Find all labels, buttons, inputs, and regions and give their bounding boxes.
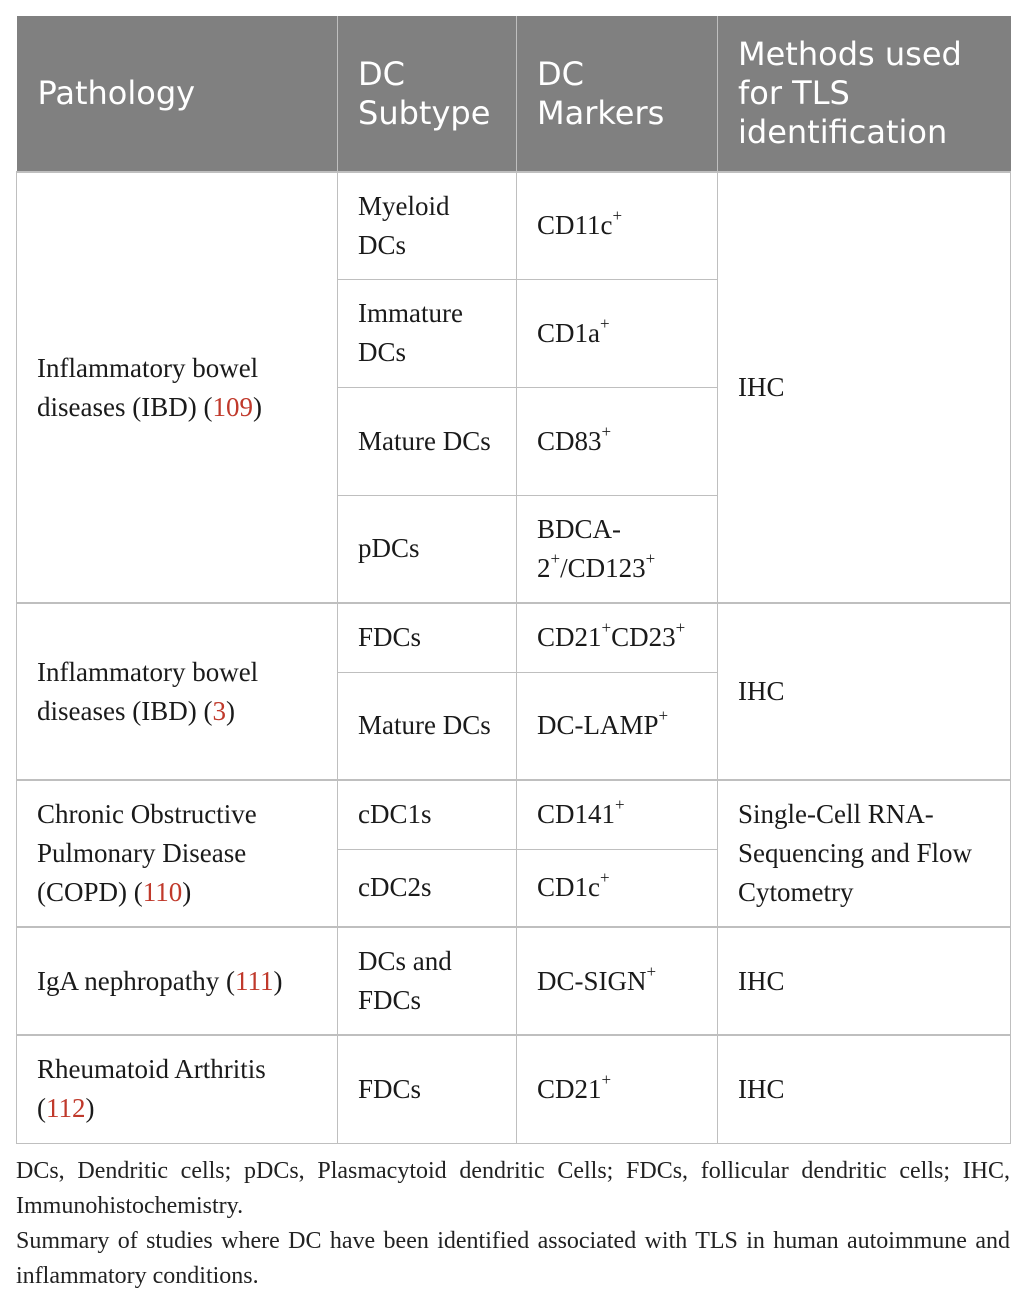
cell-pathology: Inflammatory bowel diseases (IBD) (3) xyxy=(17,603,338,780)
cell-dc-subtype: Myeloid DCs xyxy=(338,172,517,279)
reference-link[interactable]: 3 xyxy=(212,695,226,726)
cell-dc-marker xyxy=(517,849,718,927)
marker-text: DC-SIGN xyxy=(537,965,647,996)
cell-dc-marker xyxy=(517,780,718,849)
marker-text: CD83 xyxy=(537,425,602,456)
table-row xyxy=(17,603,1011,672)
cell-dc-subtype: FDCs xyxy=(338,603,517,672)
marker-text: CD11c xyxy=(537,210,613,241)
marker-superscript: + xyxy=(550,548,561,568)
marker-text: /CD123 xyxy=(560,552,646,583)
pathology-name: IgA nephropathy xyxy=(37,965,220,996)
header-pathology: Pathology xyxy=(17,16,338,172)
cell-dc-marker xyxy=(517,1035,718,1143)
reference-link[interactable]: 110 xyxy=(142,877,183,907)
cell-dc-subtype: cDC1s xyxy=(338,780,517,849)
cell-dc-subtype: FDCs xyxy=(338,1035,517,1143)
cell-dc-marker xyxy=(517,172,718,279)
marker-text: CD1a xyxy=(537,317,600,348)
footnote-caption: Summary of studies where DC have been identified associated with TLS in human autoimmune and inflammatory conditions. xyxy=(16,1227,1010,1289)
header-methods: Methods used for TLS identification xyxy=(718,16,1011,172)
cell-method: IHC xyxy=(718,172,1011,603)
table-header xyxy=(17,16,1011,172)
cell-dc-marker xyxy=(517,387,718,495)
dc-tls-table xyxy=(16,16,1011,1144)
table-body xyxy=(17,172,1011,1143)
cell-dc-subtype: pDCs xyxy=(338,495,517,603)
cell-dc-subtype: Mature DCs xyxy=(338,387,517,495)
cell-dc-subtype: Mature DCs xyxy=(338,672,517,780)
table-row xyxy=(17,1035,1011,1143)
cell-dc-subtype: DCs and FDCs xyxy=(338,927,517,1035)
reference-link[interactable]: 112 xyxy=(46,1093,86,1124)
table-row xyxy=(17,172,1011,279)
cell-dc-marker xyxy=(517,927,718,1035)
marker-superscript: + xyxy=(646,961,657,981)
marker-text: BDCA-2 xyxy=(537,513,622,583)
marker-superscript: + xyxy=(601,618,612,638)
marker-text: CD21 xyxy=(537,1073,602,1104)
marker-superscript: + xyxy=(600,313,610,333)
pathology-name: Chronic Obstructive Pulmonary Disease (COPD) xyxy=(37,799,257,907)
marker-text: DC-LAMP xyxy=(537,710,659,741)
marker-superscript: + xyxy=(601,1069,612,1089)
cell-dc-subtype: Immature DCs xyxy=(338,279,517,387)
cell-dc-marker xyxy=(517,672,718,780)
cell-dc-marker xyxy=(517,279,718,387)
table-row xyxy=(17,780,1011,849)
table-footnote xyxy=(16,1154,1010,1294)
cell-method: IHC xyxy=(718,1035,1011,1143)
cell-method: IHC xyxy=(718,927,1011,1035)
header-dc-subtype: DC Subtype xyxy=(338,16,517,172)
header-dc-markers: DC Markers xyxy=(517,16,718,172)
marker-superscript: + xyxy=(612,206,623,226)
marker-superscript: + xyxy=(645,548,656,568)
reference-link[interactable]: 109 xyxy=(212,391,253,422)
pathology-name: Inflammatory bowel diseases (IBD) xyxy=(37,352,259,422)
marker-text: CD141 xyxy=(537,799,616,830)
pathology-name: Rheumatoid Arthritis xyxy=(37,1054,266,1085)
marker-superscript: + xyxy=(615,795,625,815)
cell-pathology: Chronic Obstructive Pulmonary Disease (COPD) (110) xyxy=(17,780,338,927)
marker-superscript: + xyxy=(600,868,610,888)
marker-superscript: + xyxy=(601,421,612,441)
footnote-abbreviations: DCs, Dendritic cells; pDCs, Plasmacytoid dendritic Cells; FDCs, follicular dendritic cells; IHC, Immunohistochemistry. xyxy=(16,1157,1010,1219)
marker-superscript: + xyxy=(675,618,686,638)
cell-pathology: IgA nephropathy (111) xyxy=(17,927,338,1035)
cell-pathology: Inflammatory bowel diseases (IBD) (109) xyxy=(17,172,338,603)
document-page xyxy=(16,16,1010,1294)
marker-text: CD21 xyxy=(537,622,602,653)
marker-superscript: + xyxy=(658,706,669,726)
cell-dc-marker xyxy=(517,495,718,603)
pathology-name: Inflammatory bowel diseases (IBD) xyxy=(37,656,259,726)
reference-link[interactable]: 111 xyxy=(234,965,274,996)
table-row xyxy=(17,927,1011,1035)
cell-method: Single-Cell RNA-Sequencing and Flow Cytometry xyxy=(718,780,1011,927)
marker-text: CD23 xyxy=(611,622,676,653)
cell-dc-subtype: cDC2s xyxy=(338,849,517,927)
marker-text: CD1c xyxy=(537,872,600,903)
cell-method: IHC xyxy=(718,603,1011,780)
cell-dc-marker xyxy=(517,603,718,672)
cell-pathology: Rheumatoid Arthritis (112) xyxy=(17,1035,338,1143)
